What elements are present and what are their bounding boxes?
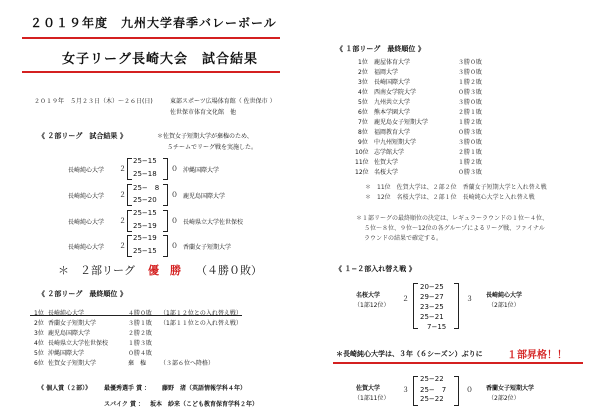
rank: 12位 xyxy=(355,169,369,176)
row-note: （３部６位へ降格） xyxy=(160,360,215,367)
record: ２勝２敗 xyxy=(128,330,153,337)
title-line-1: ２０１９年度 九州大学春季バレーボール xyxy=(30,16,277,30)
match-sets-won: ２ xyxy=(119,191,126,199)
team-name: 福岡教育大学 xyxy=(374,129,411,136)
rank: 3位 xyxy=(34,330,44,337)
team-name: 名桜大学 xyxy=(374,169,399,176)
rank: 2位 xyxy=(34,320,44,327)
match-opponent: 長崎純心大学 xyxy=(486,292,523,299)
exchange-heading: 《 １−２部入れ替え戦 》 xyxy=(335,265,416,273)
match-sets-won: ２ xyxy=(119,217,126,225)
league2-heading: 《 ２部リーグ 試合結果 》 xyxy=(38,132,127,140)
rank: 8位 xyxy=(358,129,368,136)
team-name: 佐賀大学 xyxy=(374,159,399,166)
set-score: 25− 8 xyxy=(133,184,160,192)
record: ０勝３敗 xyxy=(458,89,483,96)
champion-word: 優 勝 xyxy=(148,264,181,277)
team-name: 鹿児島国際大学 xyxy=(48,330,91,337)
champion-record: （４勝０敗） xyxy=(196,264,262,277)
spike-award-name: 坂本 紗来（こども教育保育学科２年） xyxy=(150,401,259,408)
team-name: 鹿児島女子短期大学 xyxy=(374,119,429,126)
team-name: 志学館大学 xyxy=(374,149,405,156)
match-team: 長崎純心大学 xyxy=(68,167,105,174)
team-name: 鹿屋体育大学 xyxy=(374,59,411,66)
match-opponent: 沖縄国際大学 xyxy=(183,167,220,174)
final1-footnote-2: ＊ 12位 名桜大学は、２部１位 長崎純心大学と入れ替え戦 xyxy=(365,194,535,201)
record: ３勝０敗 xyxy=(458,69,483,76)
score-bracket-right xyxy=(163,235,168,257)
match-opponent: 香蘭女子短期大学 xyxy=(486,385,535,392)
rank: 1位 xyxy=(358,59,368,66)
mvp-award-title: 最優秀選手 賞 ： xyxy=(104,385,151,392)
record: １勝２敗 xyxy=(458,159,483,166)
team-name: 九州共立大学 xyxy=(374,99,411,106)
rank: 10位 xyxy=(355,149,369,156)
team-name: 沖縄国際大学 xyxy=(48,350,85,357)
title-line-2: 女子リーグ長崎大会 試合結果 xyxy=(62,52,259,67)
match-sets-lost: ０ xyxy=(171,191,178,199)
score-bracket-left xyxy=(127,184,132,206)
match-team: 名桜大学 xyxy=(356,292,381,299)
awards-label: 《 個人賞（２部）》 xyxy=(38,385,92,392)
rank: 3位 xyxy=(358,79,368,86)
match-opponent-rank: （2部2位） xyxy=(488,395,520,402)
match-team: 長崎純心大学 xyxy=(68,219,105,226)
set-score: 7−15 xyxy=(427,323,447,331)
match-team: 長崎純心大学 xyxy=(68,244,105,251)
match-sets-lost: ０ xyxy=(171,217,178,225)
league2-note-1: ＊佐賀女子短期大学が棄権のため、 xyxy=(157,133,253,140)
final1-note-1: ＊１部リーグの最終順位の決定は、レギュラーラウンドの１位～４位、 xyxy=(356,215,549,222)
record: ２勝１敗 xyxy=(458,149,483,156)
set-score: 25−15 xyxy=(133,209,157,217)
team-name: 熊本学園大学 xyxy=(374,109,411,116)
match-sets-lost: ０ xyxy=(171,165,178,173)
promotion-highlight: １部昇格！！ xyxy=(507,350,567,361)
rank: 5位 xyxy=(358,99,368,106)
match-sets-lost: ０ xyxy=(466,386,473,394)
score-bracket-left xyxy=(413,376,418,406)
event-date: ２０１９年 ５月２３日（木）～２６日(日) xyxy=(34,98,153,105)
score-bracket-right xyxy=(454,283,459,329)
set-score: 20−25 xyxy=(420,283,444,291)
set-score: 25−20 xyxy=(133,196,157,204)
venue-1: 東部スポーツ広場体育館（ 佐世保市 ） xyxy=(170,98,276,105)
match-sets-won: ２ xyxy=(119,242,126,250)
rank: 4位 xyxy=(358,89,368,96)
match-sets-won: ３ xyxy=(402,386,409,394)
promotion-text: ＊長崎純心大学は、３年（６シーズン）ぶりに xyxy=(336,350,483,358)
match-team-rank: （1部12位） xyxy=(354,302,390,309)
score-bracket-left xyxy=(127,210,132,232)
set-score: 25−18 xyxy=(133,170,157,178)
row-note: （1部１１位との入れ替え戦） xyxy=(160,320,242,327)
record: １勝２敗 xyxy=(458,119,483,126)
match-sets-lost: ０ xyxy=(171,242,178,250)
score-bracket-right xyxy=(163,184,168,206)
set-score: 25−15 xyxy=(133,247,157,255)
match-opponent: 長崎県立大学佐世保校 xyxy=(183,219,244,226)
rank: 6位 xyxy=(34,360,44,367)
set-score: 25−19 xyxy=(133,234,157,242)
title-underline-1 xyxy=(22,37,280,39)
score-bracket-right xyxy=(163,158,168,180)
match-opponent: 香蘭女子短期大学 xyxy=(183,244,232,251)
set-score: 25−22 xyxy=(420,395,444,403)
final1-note-3: ラウンドの結果で確定する。 xyxy=(364,235,443,242)
team-name: 福岡大学 xyxy=(374,69,399,76)
match-opponent: 鹿児島国際大学 xyxy=(183,193,226,200)
team-name: 西南女学院大学 xyxy=(374,89,417,96)
record: ３勝０敗 xyxy=(458,99,483,106)
rank: 1位 xyxy=(34,310,44,317)
record: １勝３敗 xyxy=(128,340,153,347)
match-team-rank: （1部11位） xyxy=(354,395,390,402)
score-bracket-left xyxy=(413,283,418,329)
record: １勝２敗 xyxy=(458,79,483,86)
team-name: 長崎県立大学佐世保校 xyxy=(48,340,109,347)
promotion-underline xyxy=(333,362,583,364)
league2-note-2: ５チームでリーグ戦を実施した。 xyxy=(167,144,258,151)
match-sets-won: ２ xyxy=(119,165,126,173)
team-name: 佐賀女子短期大学 xyxy=(48,360,97,367)
champion-prefix: ＊ ２部リーグ xyxy=(58,264,135,277)
record: 棄 権 xyxy=(128,360,147,367)
row-note: （1部１２位との入れ替え戦） xyxy=(160,310,242,317)
rank: 6位 xyxy=(358,109,368,116)
rank: 4位 xyxy=(34,340,44,347)
rank: 5位 xyxy=(34,350,44,357)
set-score: 25−19 xyxy=(133,222,157,230)
set-score: 25− 7 xyxy=(420,386,447,394)
final1-footnote-1: ＊ 11位 佐賀大学は、２部２位 香蘭女子短期大学と入れ替え戦 xyxy=(365,184,547,191)
record: ３勝０敗 xyxy=(458,139,483,146)
record: ２勝１敗 xyxy=(458,109,483,116)
team-name: 長崎国際大学 xyxy=(374,79,411,86)
set-score: 29−27 xyxy=(420,293,444,301)
set-score: 25−15 xyxy=(133,157,157,165)
final1-note-2: ５位～８位、９位～12位の各グループによるリーグ戦、ファイナル xyxy=(364,225,545,232)
rank: 11位 xyxy=(355,159,369,166)
match-sets-won: ２ xyxy=(402,295,409,303)
mvp-award-name: 藤野 渚（英語情報学科４年） xyxy=(162,385,247,392)
match-team: 長崎純心大学 xyxy=(68,193,105,200)
team-name: 中九州短期大学 xyxy=(374,139,417,146)
record: ０勝４敗 xyxy=(128,350,153,357)
team-name: 香蘭女子短期大学 xyxy=(48,320,97,327)
match-sets-lost: ３ xyxy=(466,295,473,303)
set-score: 23−25 xyxy=(420,303,444,311)
match-team: 佐賀大学 xyxy=(356,385,381,392)
match-opponent-rank: （2部1位） xyxy=(488,302,520,309)
spike-award-title: スパイク 賞 ： xyxy=(104,401,145,408)
score-bracket-left xyxy=(127,235,132,257)
rank: 9位 xyxy=(358,139,368,146)
set-score: 25−22 xyxy=(420,375,444,383)
rank: 7位 xyxy=(358,119,368,126)
rank: 2位 xyxy=(358,69,368,76)
title-underline-2 xyxy=(22,71,280,73)
score-bracket-right xyxy=(454,376,459,406)
final1-heading: 《 １部リーグ 最終順位 》 xyxy=(336,45,425,53)
record: ０勝３敗 xyxy=(458,169,483,176)
record: ３勝０敗 xyxy=(458,59,483,66)
score-bracket-left xyxy=(127,158,132,180)
set-score: 25−21 xyxy=(420,313,444,321)
record: ０勝３敗 xyxy=(458,129,483,136)
final2-heading: 《 ２部リーグ 最終順位 》 xyxy=(38,290,127,298)
score-bracket-right xyxy=(163,210,168,232)
team-name: 長崎純心大学 xyxy=(48,310,85,317)
record: ４勝０敗 xyxy=(128,310,153,317)
record: ３勝１敗 xyxy=(128,320,153,327)
venue-2: 佐世保市体育文化館 他 xyxy=(170,109,237,116)
